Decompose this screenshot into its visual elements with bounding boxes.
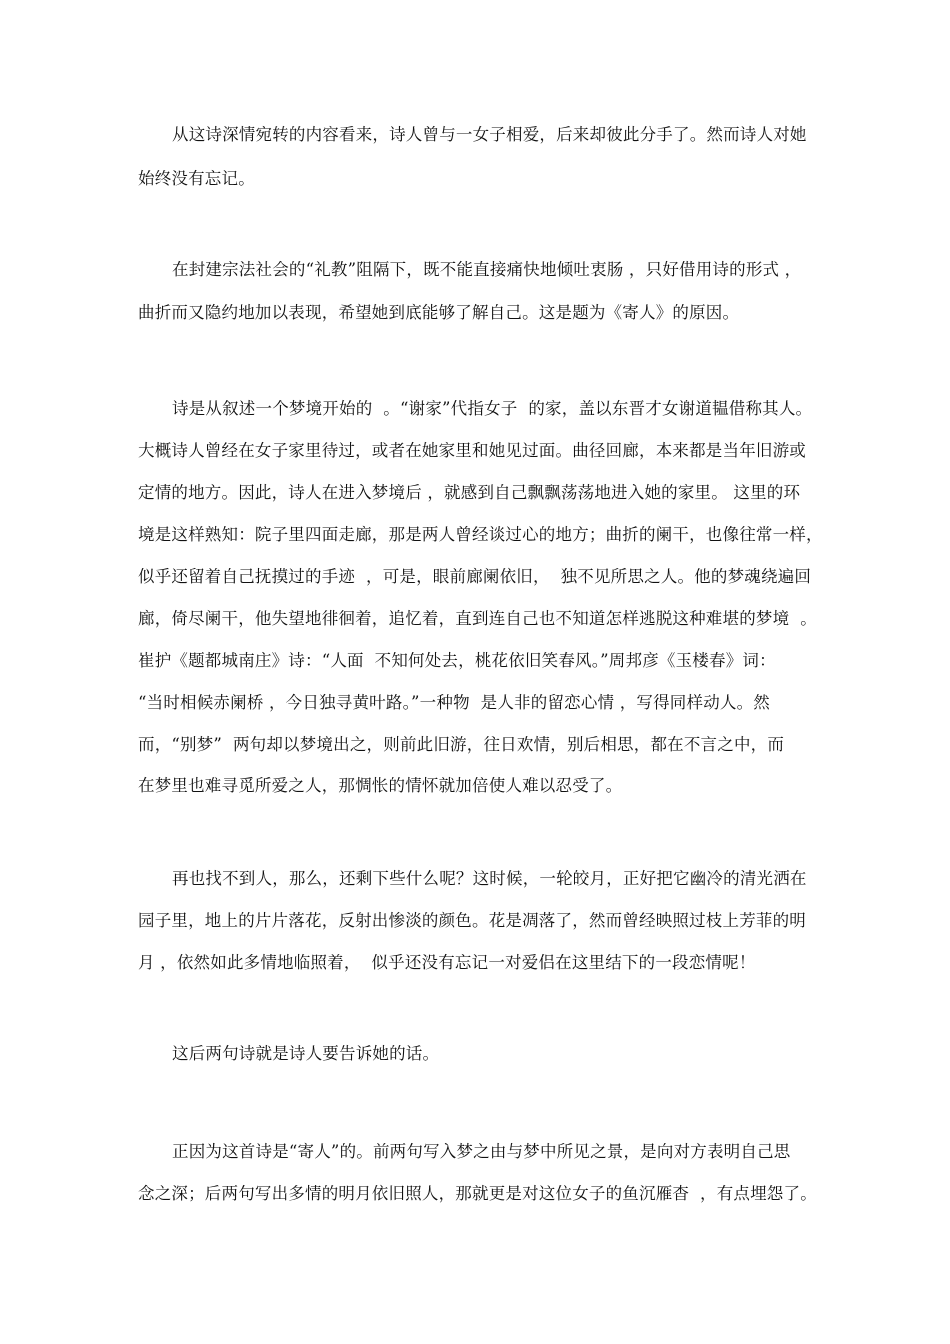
paragraph-3-line-7: 崔护《题都城南庄》诗：“人面 不知何处去，桃花依旧笑春风。”周邦彦《玉楼春》词： (138, 651, 776, 670)
paragraph-3-line-2: 大概诗人曾经在女子家里待过，或者在她家里和她见过面。曲径回廊，本来都是当年旧游或 (138, 441, 806, 460)
paragraph-4-line-2: 园子里，地上的片片落花，反射出惨淡的颜色。花是凋落了，然而曾经映照过枝上芳菲的明 (138, 911, 806, 930)
paragraph-3-line-1: 诗是从叙述一个梦境开始的 。“谢家”代指女子 的家，盖以东晋才女谢道韫借称其人。 (172, 399, 813, 418)
paragraph-3-line-9: 而，“别梦” 两句却以梦境出之，则前此旧游，往日欢情，别后相思，都在不言之中，而 (138, 735, 785, 754)
paragraph-3-line-8: “当时相候赤阑桥 ，今日独寻黄叶路。”一种物 是人非的留恋心情 ，写得同样动人。然 (138, 693, 770, 712)
paragraph-3-line-10: 在梦里也难寻觅所爱之人，那惆怅的情怀就加倍使人难以忍受了。 (138, 776, 623, 795)
paragraph-5-line-1: 这后两句诗就是诗人要告诉她的话。 (172, 1044, 440, 1063)
paragraph-3-line-4: 境是这样熟知：院子里四面走廊，那是两人曾经谈过心的地方；曲折的阑干，也像往常一样， (138, 525, 823, 544)
paragraph-1-line-1: 从这诗深情宛转的内容看来，诗人曾与一女子相爱，后来却彼此分手了。然而诗人对她 (172, 125, 807, 144)
paragraph-3-line-3: 定情的地方。因此，诗人在进入梦境后 ，就感到自己飘飘荡荡地进入她的家里。 这里的环 (138, 483, 801, 502)
paragraph-3-line-5: 似乎还留着自己抚摸过的手迹 ，可是，眼前廊阑依旧， 独不见所思之人。他的梦魂绕遍回 (138, 567, 812, 586)
paragraph-4-line-3: 月 ，依然如此多情地临照着， 似乎还没有忘记一对爱侣在这里结下的一段恋情呢！ (138, 953, 756, 972)
paragraph-6-line-1: 正因为这首诗是“寄人”的。前两句写入梦之由与梦中所见之景，是向对方表明自己思 (172, 1142, 791, 1161)
paragraph-2-line-1: 在封建宗法社会的“礼教”阻隔下，既不能直接痛快地倾吐衷肠 ，只好借用诗的形式 ， (172, 260, 802, 279)
paragraph-1-line-2: 始终没有忘记。 (138, 169, 255, 188)
paragraph-4-line-1: 再也找不到人，那么，还剩下些什么呢？这时候，一轮皎月，正好把它幽冷的清光洒在 (172, 869, 807, 888)
paragraph-2-line-2: 曲折而又隐约地加以表现，希望她到底能够了解自己。这是题为《寄人》的原因。 (138, 303, 740, 322)
paragraph-3-line-6: 廊，倚尽阑干，他失望地徘徊着，追忆着，直到连自己也不知道怎样逃脱这种难堪的梦境 。 (138, 609, 817, 628)
paragraph-6-line-2: 念之深；后两句写出多情的明月依旧照人，那就更是对这位女子的鱼沉雁杳 ，有点埋怨了。 (138, 1184, 817, 1203)
